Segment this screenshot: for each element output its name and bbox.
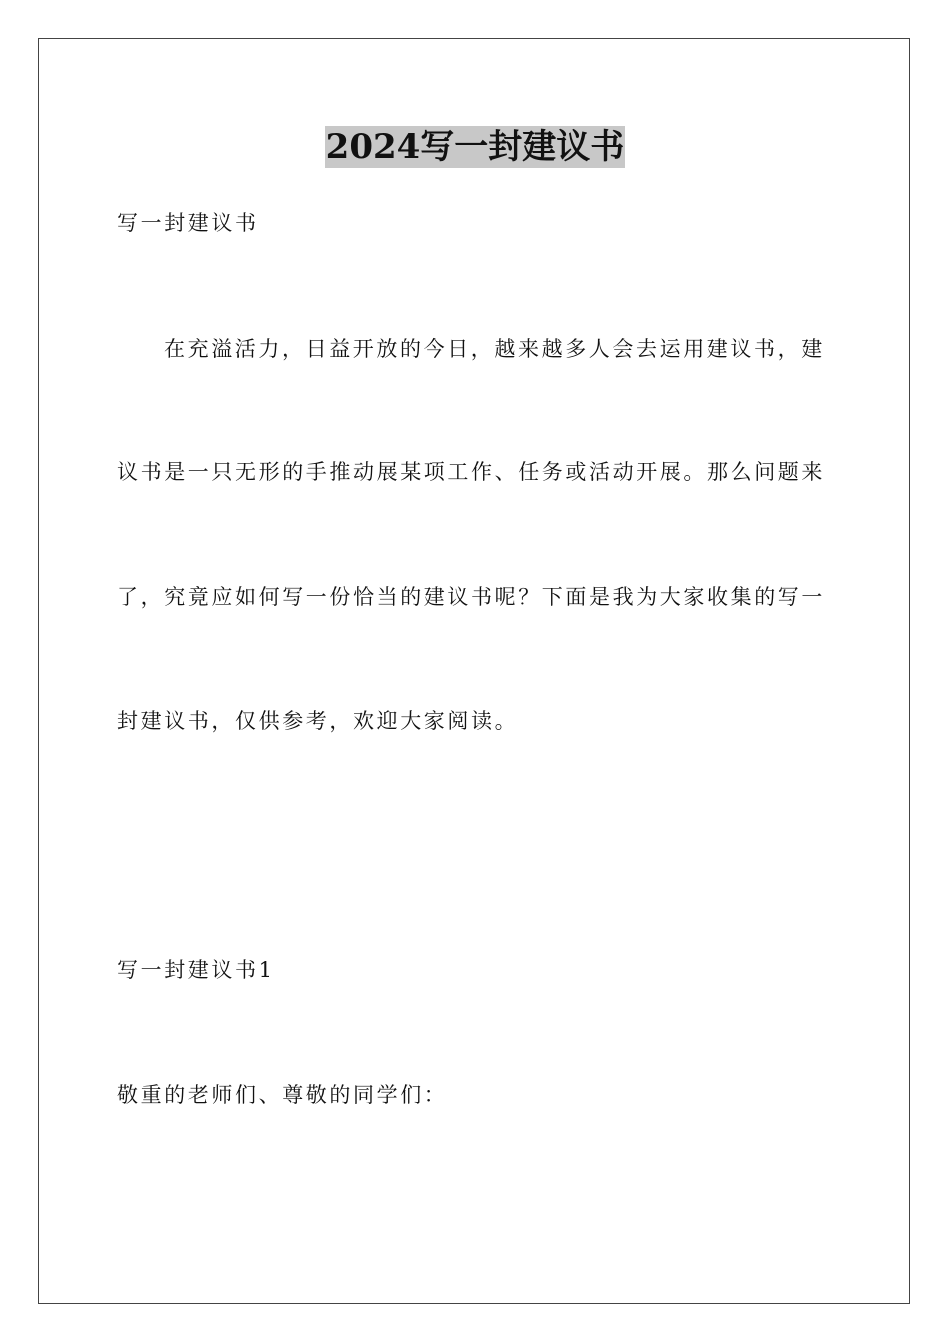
intro-line-4: 封建议书，仅供参考，欢迎大家阅读。	[117, 709, 519, 733]
salutation: 敬重的老师们、尊敬的同学们：	[117, 1083, 448, 1107]
document-subtitle: 写一封建议书	[117, 211, 259, 235]
intro-line-2: 议书是一只无形的手推动展某项工作、任务或活动开展。那么问题来	[117, 460, 825, 484]
title-wrap	[0, 126, 950, 168]
intro-line-3: 了，究竟应如何写一份恰当的建议书呢？下面是我为大家收集的写一	[117, 585, 825, 609]
document-title: 2024写一封建议书	[325, 127, 625, 167]
section-heading: 写一封建议书1	[117, 958, 275, 982]
intro-line-1: 在充溢活力，日益开放的今日，越来越多人会去运用建议书，建	[164, 337, 825, 361]
